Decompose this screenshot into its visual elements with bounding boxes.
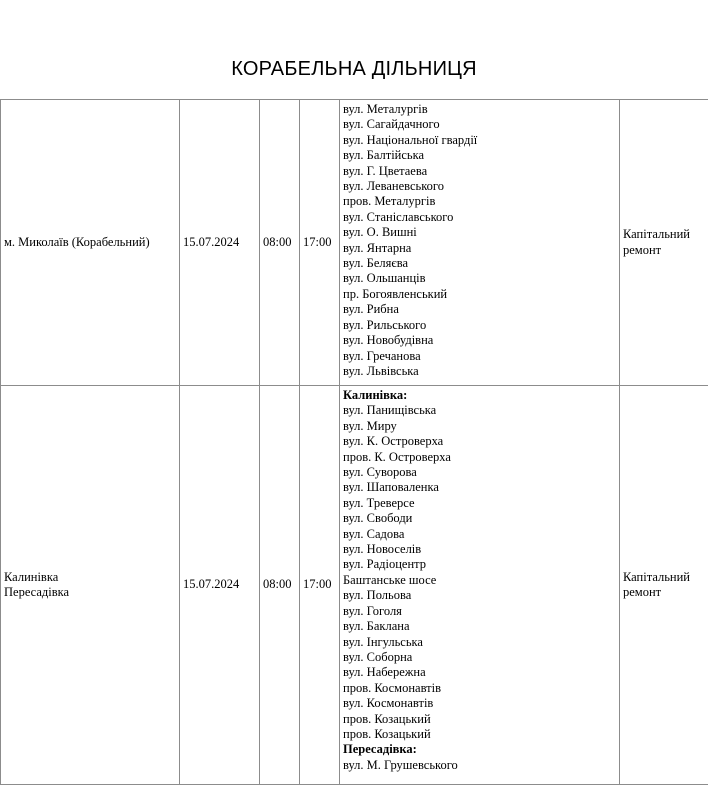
street-name: вул. Інгульська <box>343 635 616 650</box>
street-name: пров. Металургів <box>343 194 616 209</box>
street-name: вул. Леваневського <box>343 179 616 194</box>
reason-text: ремонт <box>623 243 707 258</box>
start-time-cell: 08:00 <box>260 100 300 386</box>
street-name: вул. Баклана <box>343 619 616 634</box>
date-cell: 15.07.2024 <box>180 100 260 386</box>
street-name: вул. Металургів <box>343 102 616 117</box>
village-heading: Пересадівка: <box>343 742 616 757</box>
date-cell: 15.07.2024 <box>180 386 260 785</box>
place-name: м. Миколаїв (Корабельний) <box>4 235 176 250</box>
street-name: вул. Гоголя <box>343 604 616 619</box>
street-name: вул. Львівська <box>343 364 616 379</box>
street-name: вул. Новобудівна <box>343 333 616 348</box>
street-name: вул. Свободи <box>343 511 616 526</box>
street-name: вул. О. Вишні <box>343 225 616 240</box>
place-name: Калинівка <box>4 570 176 585</box>
reason-cell <box>620 100 708 386</box>
street-name: вул. М. Грушевського <box>343 758 616 773</box>
page-title: КОРАБЕЛЬНА ДІЛЬНИЦЯ <box>0 58 708 81</box>
end-time-cell: 17:00 <box>300 100 340 386</box>
street-name: вул. Садова <box>343 527 616 542</box>
street-name: вул. Набережна <box>343 665 616 680</box>
street-name: вул. Сагайдачного <box>343 117 616 132</box>
village-heading: Калинівка: <box>343 388 616 403</box>
street-name: вул. Новоселів <box>343 542 616 557</box>
street-name: вул. Беляєва <box>343 256 616 271</box>
street-name: вул. Рильського <box>343 318 616 333</box>
start-time-cell: 08:00 <box>260 386 300 785</box>
place-cell <box>1 100 180 386</box>
table-row <box>1 100 708 386</box>
streets-cell <box>340 386 620 785</box>
street-name: вул. Соборна <box>343 650 616 665</box>
street-name: вул. Балтійська <box>343 148 616 163</box>
street-name: пров. Козацький <box>343 712 616 727</box>
place-cell <box>1 386 180 785</box>
street-name: пров. К. Островерха <box>343 450 616 465</box>
street-name: вул. Г. Цветаева <box>343 164 616 179</box>
street-name: вул. Національної гвардії <box>343 133 616 148</box>
street-name: вул. Суворова <box>343 465 616 480</box>
street-name: вул. Станіславського <box>343 210 616 225</box>
street-name: вул. Миру <box>343 419 616 434</box>
street-name: вул. Панищівська <box>343 403 616 418</box>
street-name: вул. Шаповаленка <box>343 480 616 495</box>
street-name: вул. Рибна <box>343 302 616 317</box>
end-time-cell: 17:00 <box>300 386 340 785</box>
place-name: Пересадівка <box>4 585 176 600</box>
street-name: вул. Космонавтів <box>343 696 616 711</box>
street-name: вул. Польова <box>343 588 616 603</box>
street-name: вул. Гречанова <box>343 349 616 364</box>
street-name: вул. Янтарна <box>343 241 616 256</box>
outage-table <box>0 99 708 785</box>
reason-text: Капітальний <box>623 227 707 242</box>
table-row <box>1 386 708 785</box>
streets-cell <box>340 100 620 386</box>
reason-text: ремонт <box>623 585 707 600</box>
street-name: Баштанське шосе <box>343 573 616 588</box>
reason-cell <box>620 386 708 785</box>
street-name: пр. Богоявленський <box>343 287 616 302</box>
street-name: пров. Космонавтів <box>343 681 616 696</box>
street-name: вул. Ольшанців <box>343 271 616 286</box>
street-name: вул. К. Островерха <box>343 434 616 449</box>
street-name: вул. Радіоцентр <box>343 557 616 572</box>
street-name: пров. Козацький <box>343 727 616 742</box>
street-name: вул. Треверсе <box>343 496 616 511</box>
reason-text: Капітальний <box>623 570 707 585</box>
